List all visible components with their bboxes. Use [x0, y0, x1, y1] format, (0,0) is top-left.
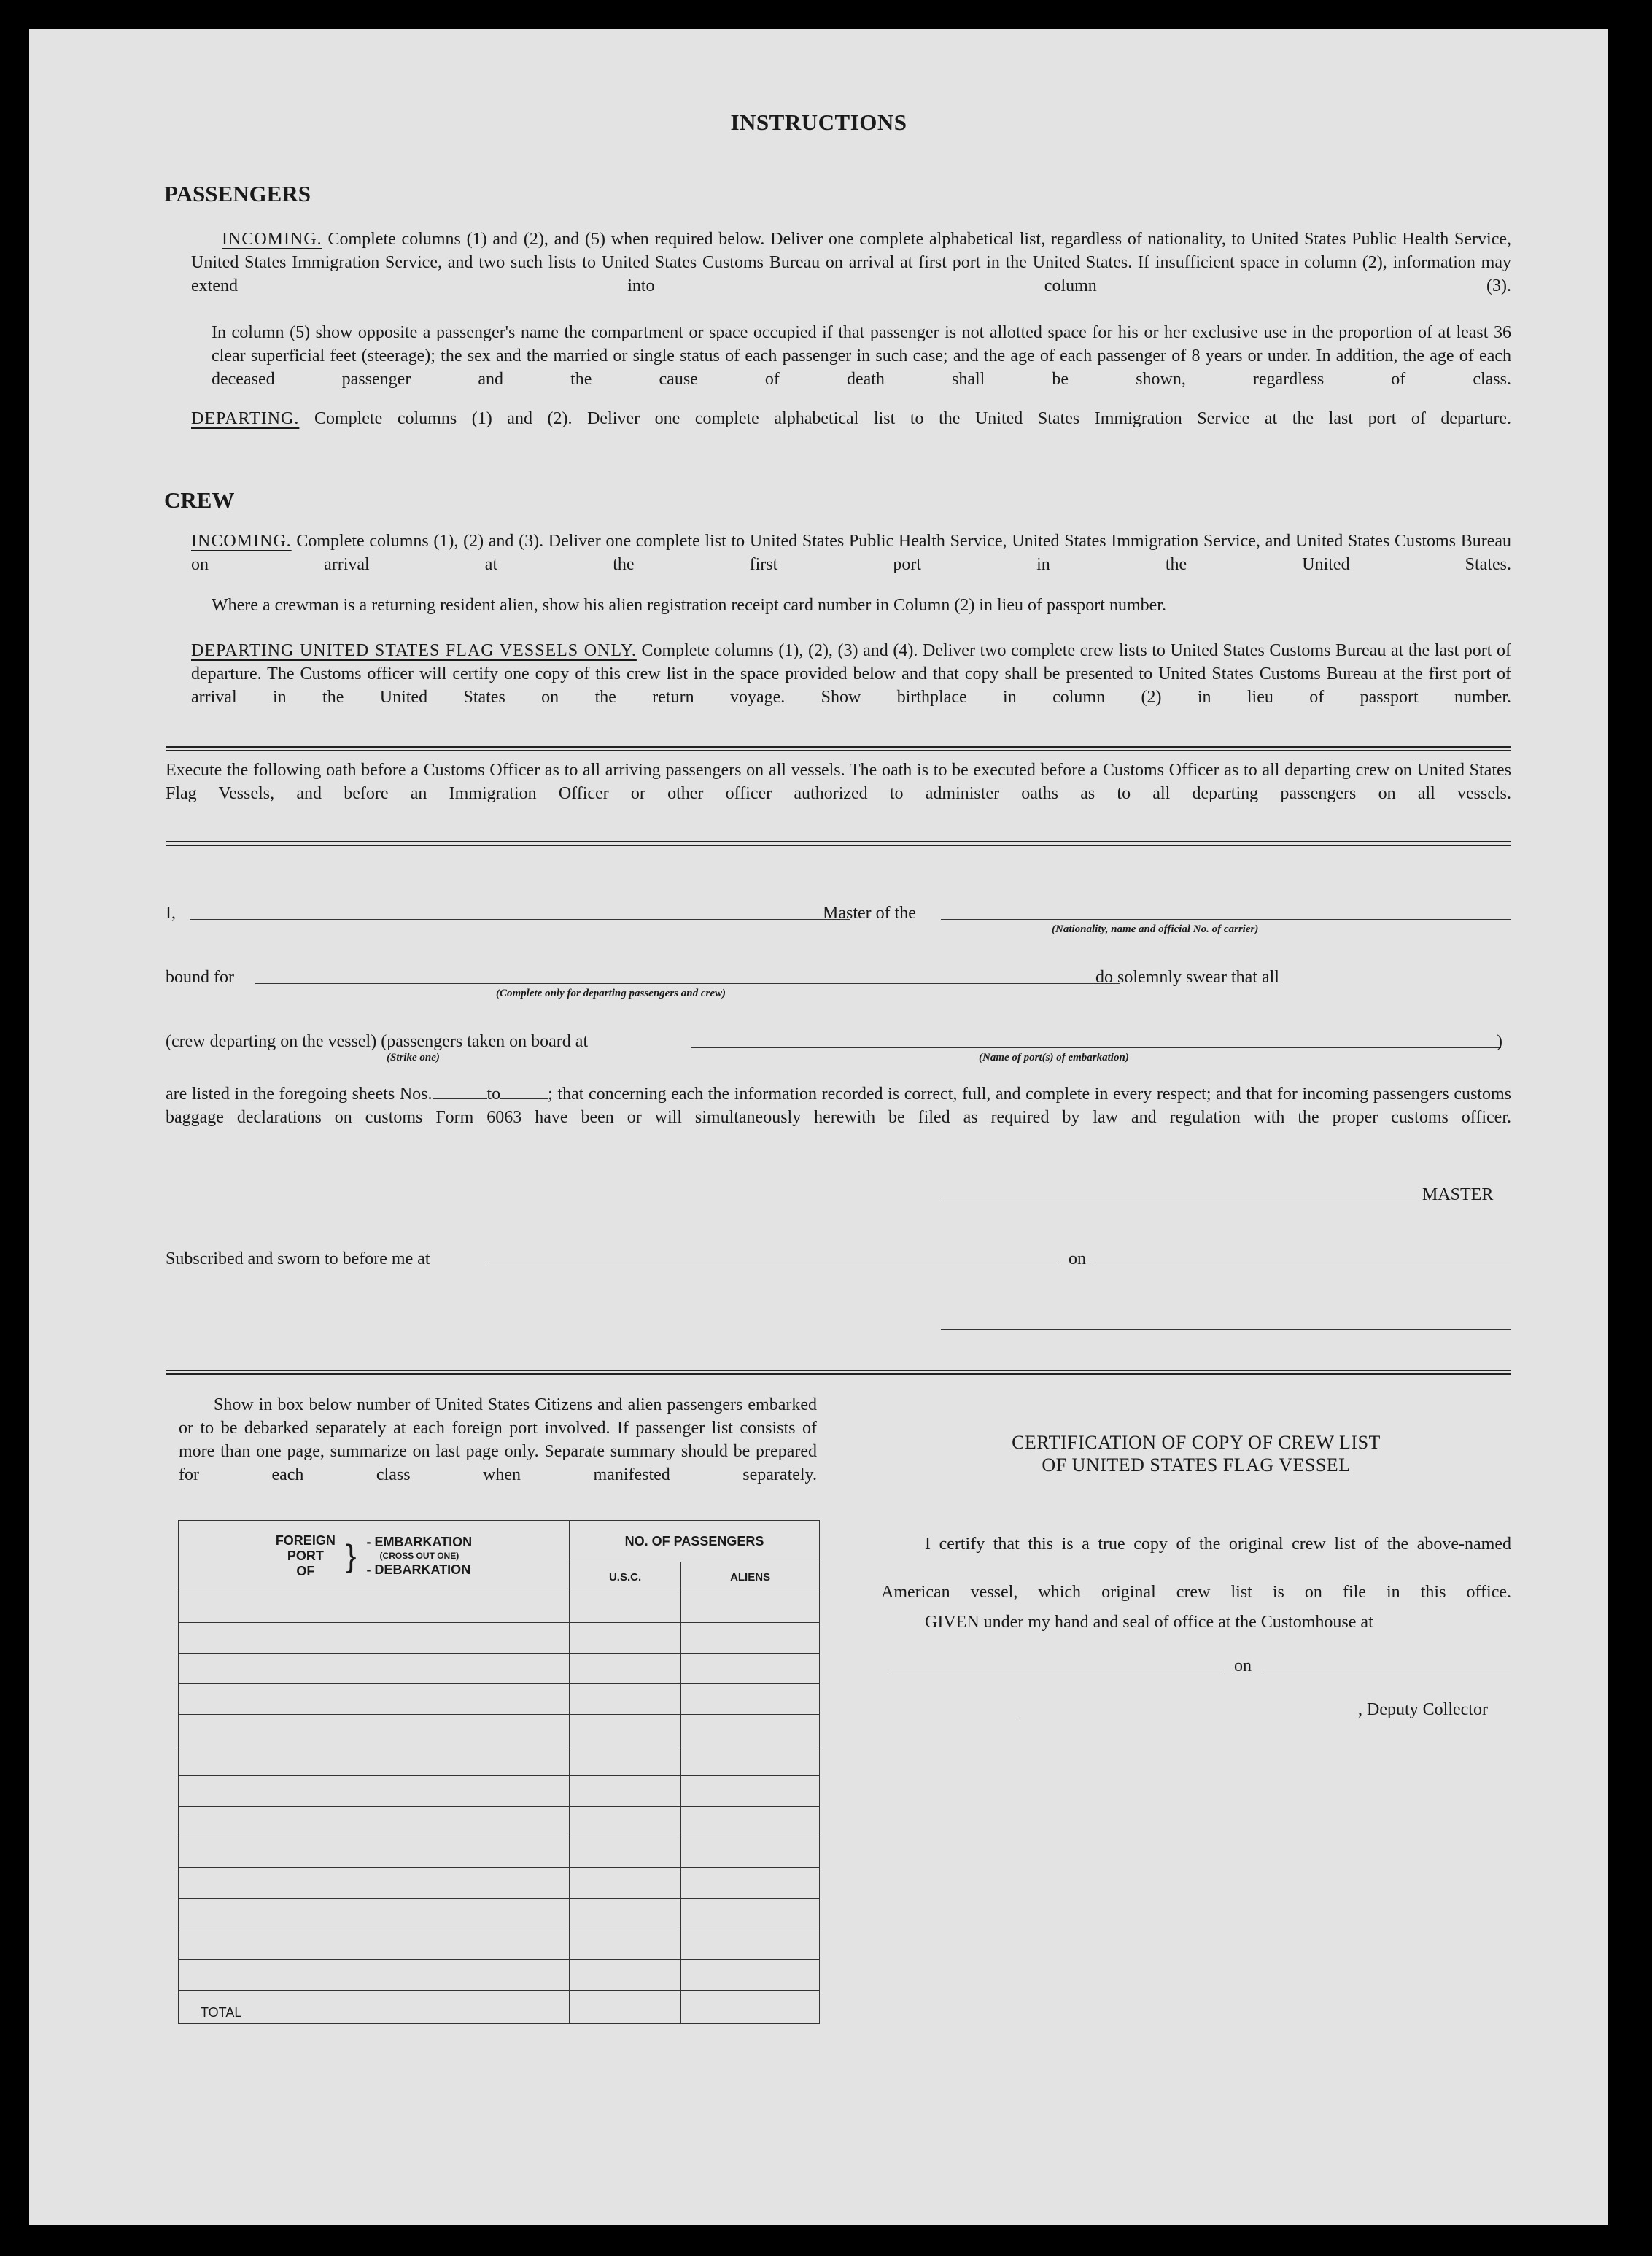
port-cell[interactable] [179, 1654, 570, 1684]
listed-rest: ; that concerning each the information recorded is correct, full, and complete in every respect; and that for incoming passengers customs baggage declarations on customs Form 6063 have been or will simultaneously herewith be filed as required by law and regulation with the proper customs officer. [166, 1085, 1511, 1127]
usc-total-cell[interactable] [570, 1991, 681, 2024]
aliens-cell[interactable] [681, 1899, 820, 1929]
crew-heading: CREW [164, 487, 235, 513]
aliens-header: ALIENS [681, 1562, 820, 1592]
passengers-departing-label: DEPARTING. [191, 409, 300, 428]
foreign-label: FOREIGN [275, 1533, 336, 1548]
debarkation-label: - DEBARKATION [366, 1562, 471, 1577]
page-title: INSTRUCTIONS [730, 109, 907, 135]
aliens-cell[interactable] [681, 1684, 820, 1715]
passenger-summary-table [178, 1520, 820, 2024]
port-cell[interactable] [179, 1960, 570, 1991]
port-cell[interactable] [179, 1623, 570, 1654]
master-of-label: Master of the [823, 904, 916, 923]
aliens-cell[interactable] [681, 1960, 820, 1991]
certify-on-label: on [1234, 1656, 1252, 1675]
bound-for-field[interactable] [255, 983, 1120, 984]
aliens-cell[interactable] [681, 1592, 820, 1623]
passengers-column5-paragraph: In column (5) show opposite a passenger's name the compartment or space occupied if that passenger is not allotted space for his or her exclusive use in the proportion of at least 36 clear superficial feet (steerage); the sex and the married or single status of each passenger in such case; and the age of each passenger of 8 years or under. In addition, the age of each deceased passenger and the cause of death shall be shown, regardless of class. [212, 323, 1511, 389]
crew-departing-label: DEPARTING UNITED STATES FLAG VESSELS ONLY. [191, 641, 637, 660]
port-cell[interactable] [179, 1837, 570, 1868]
crew-incoming-paragraph [191, 530, 1511, 600]
certification-heading-line1: CERTIFICATION OF COPY OF CREW LIST [1012, 1432, 1381, 1453]
carrier-field[interactable] [941, 919, 1511, 920]
aliens-cell[interactable] [681, 1929, 820, 1960]
port-cell[interactable] [179, 1745, 570, 1776]
cross-out-label: (CROSS OUT ONE) [379, 1551, 459, 1561]
passengers-incoming-text: Complete columns (1) and (2), and (5) when required below. Deliver one complete alphabetical list, regardless of nationality, to United States Public Health Service, United States Immigration Service, and two such lists to United States Customs Bureau on arrival at first port in the United States. If insufficient space in column (2), information may extend into column (3). [191, 230, 1512, 295]
double-rule [166, 1370, 1511, 1375]
sworn-on-label: on [1069, 1249, 1086, 1268]
officer-signature-field[interactable] [941, 1329, 1511, 1330]
double-rule [166, 841, 1511, 846]
oath-instruction: Execute the following oath before a Customs Officer as to all arriving passengers on all vessels. The oath is to be executed before a Customs Officer as to all departing crew on United States Flag Vessels, and before an Immigration Officer or other officer authorized to administer oaths as to all departing passengers on all vessels. [166, 761, 1511, 803]
close-paren: ) [1497, 1032, 1502, 1051]
total-label: TOTAL [179, 1991, 570, 2024]
given-label: GIVEN under my hand and seal of office at the Customhouse at [925, 1613, 1373, 1632]
of-label: OF [296, 1564, 315, 1578]
usc-cell[interactable] [570, 1929, 681, 1960]
aliens-cell[interactable] [681, 1776, 820, 1807]
certification-heading-line2: OF UNITED STATES FLAG VESSEL [1042, 1454, 1351, 1476]
subscribed-label: Subscribed and sworn to before me at [166, 1249, 430, 1268]
ports-hint: (Name of port(s) of embarkation) [979, 1052, 1129, 1063]
aliens-cell[interactable] [681, 1837, 820, 1868]
document-page [29, 29, 1608, 2225]
aliens-cell[interactable] [681, 1715, 820, 1745]
crew-incoming-text: Complete columns (1), (2) and (3). Deliver one complete list to United States Public Health Service, United States Immigration Service, and United States Customs Bureau on arrival at the first port in the United States. [191, 532, 1512, 574]
usc-header: U.S.C. [570, 1562, 681, 1592]
sheet-from-field[interactable] [433, 1098, 487, 1099]
passengers-departing-text: Complete columns (1) and (2). Deliver one complete alphabetical list to the United States Immigration Service at the last port of departure. [314, 409, 1511, 428]
sheet-to-field[interactable] [500, 1098, 548, 1099]
usc-cell[interactable] [570, 1837, 681, 1868]
certification-heading [875, 1431, 1517, 1476]
usc-cell[interactable] [570, 1745, 681, 1776]
deputy-collector-label: , Deputy Collector [1358, 1700, 1488, 1719]
passengers-incoming-paragraph [191, 228, 1511, 321]
aliens-cell[interactable] [681, 1807, 820, 1837]
passengers-incoming-label: INCOMING. [222, 230, 322, 249]
aliens-cell[interactable] [681, 1745, 820, 1776]
port-cell[interactable] [179, 1929, 570, 1960]
usc-cell[interactable] [570, 1807, 681, 1837]
usc-cell[interactable] [570, 1715, 681, 1745]
port-cell[interactable] [179, 1592, 570, 1623]
brace: } [345, 1538, 357, 1574]
port-cell[interactable] [179, 1776, 570, 1807]
crew-departing-paragraph [191, 639, 1511, 732]
crew-departing-text: Complete columns (1), (2), (3) and (4). Deliver two complete crew lists to United States Customs Bureau at the last port of departure. The Customs officer will certify one copy of this crew list in the space provided below and that copy shall be presented to United States Customs Bureau at the first port of arrival in the United States on the return voyage. Show birthplace in column (2) in lieu of passport number. [191, 641, 1511, 707]
aliens-cell[interactable] [681, 1654, 820, 1684]
usc-cell[interactable] [570, 1776, 681, 1807]
port-cell[interactable] [179, 1684, 570, 1715]
listed-pre: are listed in the foregoing sheets Nos. [166, 1085, 433, 1104]
strike-one-hint: (Strike one) [387, 1052, 440, 1063]
embarkation-label: - EMBARKATION [366, 1535, 473, 1549]
summary-instruction: Show in box below number of United States Citizens and alien passengers embarked or to be debarked separately at each foreign port involved. If passenger list consists of more than one page, summarize on last page only. Separate summary should be prepared for each class when manifested separately. [179, 1395, 817, 1484]
usc-cell[interactable] [570, 1684, 681, 1715]
port-header [179, 1521, 570, 1592]
bound-for-label: bound for [166, 968, 234, 987]
master-signature-label: MASTER [1422, 1185, 1494, 1204]
swear-label: do solemnly swear that all [1095, 968, 1279, 987]
usc-cell[interactable] [570, 1623, 681, 1654]
no-of-passengers-header: NO. OF PASSENGERS [570, 1521, 820, 1562]
usc-cell[interactable] [570, 1592, 681, 1623]
aliens-total-cell[interactable] [681, 1991, 820, 2024]
bound-hint: (Complete only for departing passengers and crew) [496, 988, 726, 999]
usc-cell[interactable] [570, 1899, 681, 1929]
port-cell[interactable] [179, 1807, 570, 1837]
listed-to: to [486, 1085, 501, 1104]
oath-i-label: I, [166, 904, 176, 923]
listed-paragraph [166, 1082, 1511, 1152]
passengers-departing-paragraph [191, 407, 1511, 454]
aliens-cell[interactable] [681, 1623, 820, 1654]
port-label: PORT [287, 1548, 324, 1563]
certify-paragraph: I certify that this is a true copy of the original crew list of the above-named American vessel, which original crew list is on file in this office. [881, 1535, 1511, 1602]
usc-cell[interactable] [570, 1960, 681, 1991]
crew-incoming-label: INCOMING. [191, 532, 292, 551]
master-name-field[interactable] [190, 919, 850, 920]
usc-cell[interactable] [570, 1654, 681, 1684]
aliens-cell[interactable] [681, 1868, 820, 1899]
carrier-hint: (Nationality, name and official No. of carrier) [1052, 923, 1259, 935]
passengers-heading: PASSENGERS [164, 181, 311, 206]
port-cell[interactable] [179, 1715, 570, 1745]
port-cell[interactable] [179, 1868, 570, 1899]
crew-returning-paragraph: Where a crewman is a returning resident alien, show his alien registration receipt card number in Column (2) in lieu of passport number. [212, 596, 1166, 615]
usc-cell[interactable] [570, 1868, 681, 1899]
ports-field[interactable] [691, 1047, 1501, 1048]
crew-departing-label: (crew departing on the vessel) (passengers taken on board at [166, 1032, 589, 1051]
port-cell[interactable] [179, 1899, 570, 1929]
double-rule [166, 746, 1511, 751]
